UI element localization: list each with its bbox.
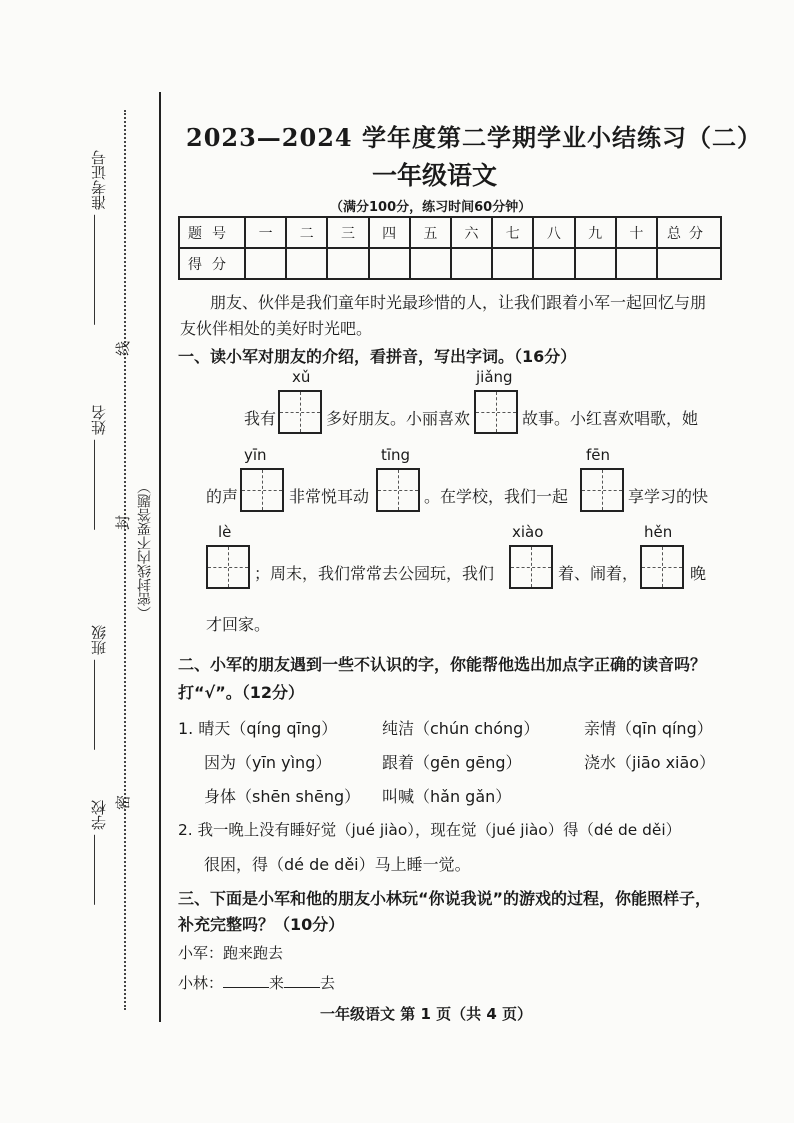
pinyin-jiang: jiǎng <box>476 368 513 386</box>
s3-blank[interactable] <box>223 973 269 988</box>
s2-option[interactable]: 亲情（qīn qíng） <box>584 719 713 738</box>
s3-xiaolin-label: 小林： <box>178 974 224 992</box>
s2-option[interactable]: 叫喊（hǎn gǎn） <box>382 787 512 806</box>
s2-option[interactable]: 1. 晴天（qíng qīng） <box>178 719 338 738</box>
score-col: 六 <box>451 217 492 248</box>
score-table-header-row <box>179 217 721 248</box>
exam-meta: （满分100分，练习时间60分钟） <box>330 200 532 215</box>
s1-text-3b: 着、闹着， <box>558 564 639 583</box>
section3-heading-2: 补充完整吗？（10分） <box>178 915 345 934</box>
s1-text-2b: 非常悦耳动 <box>289 487 370 506</box>
tianzige-box[interactable] <box>240 468 284 512</box>
s1-text-2d: 享学习的快 <box>628 487 709 506</box>
score-table-score-row <box>179 248 721 279</box>
tianzige-box[interactable] <box>206 545 250 589</box>
s2-option[interactable]: 身体（shēn shēng） <box>204 787 361 806</box>
score-cell[interactable] <box>410 248 451 279</box>
s2-question-2b[interactable]: 很困，得（dé de děi）马上睡一觉。 <box>204 855 471 874</box>
pinyin-hen: hěn <box>644 523 673 541</box>
class-label: 班级 <box>90 625 108 655</box>
school-field[interactable] <box>88 800 109 905</box>
seal-line-char: 线 <box>114 340 133 357</box>
seal-feng-char: 封 <box>114 514 133 531</box>
score-col: 五 <box>410 217 451 248</box>
s2-option[interactable]: 跟着（gēn gēng） <box>382 753 522 772</box>
score-row-label: 题号 <box>179 217 245 248</box>
s1-text-1a: 我有 <box>244 409 277 428</box>
s3-lai: 来 <box>269 974 285 992</box>
pinyin-le: lè <box>218 523 232 541</box>
s3-blank[interactable] <box>284 973 320 988</box>
name-field[interactable] <box>88 405 109 530</box>
exam-id-field[interactable] <box>88 150 109 325</box>
exam-subtitle: 一年级语文 <box>372 161 498 190</box>
pinyin-xu: xǔ <box>292 368 311 386</box>
tianzige-box[interactable] <box>509 545 553 589</box>
score-col: 三 <box>327 217 368 248</box>
score-row-label: 得分 <box>179 248 245 279</box>
pinyin-fen: fēn <box>586 446 611 464</box>
pinyin-xiao: xiào <box>512 523 544 541</box>
tianzige-box[interactable] <box>640 545 684 589</box>
score-cell[interactable] <box>616 248 657 279</box>
exam-id-label: 准考证号 <box>90 150 108 210</box>
score-col: 一 <box>245 217 286 248</box>
score-cell[interactable] <box>575 248 616 279</box>
score-cell[interactable] <box>327 248 368 279</box>
page-footer: 一年级语文 第 1 页（共 4 页） <box>320 1005 532 1023</box>
score-cell-total[interactable] <box>657 248 721 279</box>
s3-xiaojun-line: 小军：跑来跑去 <box>178 944 284 962</box>
score-cell[interactable] <box>533 248 574 279</box>
tianzige-box[interactable] <box>278 390 322 434</box>
margin-dotted-line <box>124 110 126 1010</box>
score-cell[interactable] <box>369 248 410 279</box>
score-col: 八 <box>533 217 574 248</box>
score-col: 二 <box>286 217 327 248</box>
tianzige-box[interactable] <box>376 468 420 512</box>
s1-text-1c: 故事。小红喜欢唱歌，她 <box>522 409 699 428</box>
s2-option[interactable]: 纯洁（chún chóng） <box>382 719 540 738</box>
s2-question-2[interactable]: 2. 我一晚上没有睡好觉（jué jiào），现在觉（jué jiào）得（dé de děi） <box>178 821 682 839</box>
section2-heading-2: 打“√”。（12分） <box>178 683 304 702</box>
score-table <box>178 216 722 280</box>
tianzige-box[interactable] <box>580 468 624 512</box>
s1-text-3a: ；周末，我们常常去公园玩，我们 <box>254 564 495 583</box>
intro-line-2: 友伙伴相处的美好时光吧。 <box>180 319 373 338</box>
s2-option[interactable]: 因为（yīn yìng） <box>204 753 332 772</box>
s1-text-4: 才回家。 <box>206 615 271 634</box>
seal-mi-char: 密 <box>114 794 133 811</box>
intro-line-1: 朋友、伙伴是我们童年时光最珍惜的人，让我们跟着小军一起回忆与朋 <box>210 293 707 312</box>
score-col: 九 <box>575 217 616 248</box>
section1-heading: 一、读小军对朋友的介绍，看拼音，写出字词。（16分） <box>178 347 577 366</box>
score-col: 十 <box>616 217 657 248</box>
s2-option[interactable]: 浇水（jiāo xiāo） <box>584 753 716 772</box>
s1-text-1b: 多好朋友。小丽喜欢 <box>326 409 471 428</box>
s3-qu: 去 <box>320 974 336 992</box>
s1-text-2a: 的声 <box>206 487 239 506</box>
score-cell[interactable] <box>286 248 327 279</box>
pinyin-yin: yīn <box>244 446 267 464</box>
s1-text-3c: 晚 <box>690 564 707 583</box>
pinyin-ting: tīng <box>381 446 411 464</box>
score-col: 四 <box>369 217 410 248</box>
margin-solid-line <box>159 92 161 1022</box>
section2-heading: 二、小军的朋友遇到一些不认识的字，你能帮他选出加点字正确的读音吗？ <box>178 655 707 674</box>
score-cell[interactable] <box>245 248 286 279</box>
school-label: 学校 <box>90 800 108 830</box>
seal-notice: （密封线内不要答题） <box>137 480 153 620</box>
s1-text-2c: 。在学校，我们一起 <box>424 487 569 506</box>
class-field[interactable] <box>88 625 109 750</box>
score-cell[interactable] <box>451 248 492 279</box>
score-cell[interactable] <box>492 248 533 279</box>
name-label: 姓名 <box>90 405 108 435</box>
s3-xiaolin-line <box>178 972 335 993</box>
exam-title: 2023—2024 学年度第二学期学业小结练习（二） <box>186 123 762 152</box>
section3-heading: 三、下面是小军和他的朋友小林玩“你说我说”的游戏的过程，你能照样子， <box>178 889 712 908</box>
score-col-total: 总分 <box>657 217 721 248</box>
score-col: 七 <box>492 217 533 248</box>
tianzige-box[interactable] <box>474 390 518 434</box>
